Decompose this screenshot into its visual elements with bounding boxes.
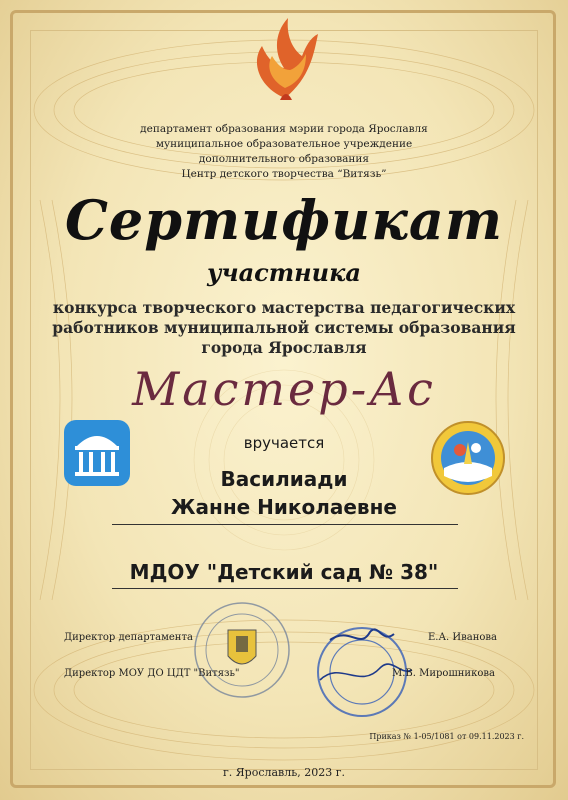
issuer-line-4: Центр детского творчества “Витязь”: [181, 168, 387, 180]
issuer-line-1: департамент образования мэрии города Ярославля: [140, 123, 428, 135]
order-reference: Приказ № 1-05/1081 от 09.11.2023 г.: [369, 732, 524, 741]
contest-line-2: работников муниципальной системы образования: [52, 318, 516, 337]
signer-1-role: Директор департамента: [64, 632, 193, 643]
issuer-line-3: дополнительного образования: [198, 153, 370, 165]
certificate-subtitle: участника: [207, 258, 361, 287]
recipient-surname: Василиади: [220, 467, 348, 491]
organization-name: МДОУ "Детский сад № 38": [129, 560, 439, 584]
contest-line-3: города Ярославля: [201, 338, 367, 357]
signer-2-name: М.В. Мирошникова: [392, 668, 495, 679]
city-seal-icon: [192, 600, 292, 700]
handed-text: вручается: [243, 434, 325, 452]
certificate-title: Сертификат: [64, 188, 504, 252]
phoenix-bird-icon: [240, 8, 330, 108]
signer-2-role: Директор МОУ ДО ЦДТ "Витязь": [64, 668, 240, 679]
recipient-name: Жанне Николаевне: [171, 495, 397, 519]
contest-line-1: конкурса творческого мастерства педагогических: [52, 298, 516, 317]
recipient-underline: [112, 524, 458, 525]
organization-underline: [112, 588, 458, 589]
issuer-line-2: муниципальное образовательное учреждение: [155, 138, 413, 150]
signer-1-name: Е.А. Иванова: [428, 632, 497, 643]
city-year-footer: г. Ярославль, 2023 г.: [223, 766, 345, 779]
contest-name: Мастер-Ас: [132, 362, 436, 416]
